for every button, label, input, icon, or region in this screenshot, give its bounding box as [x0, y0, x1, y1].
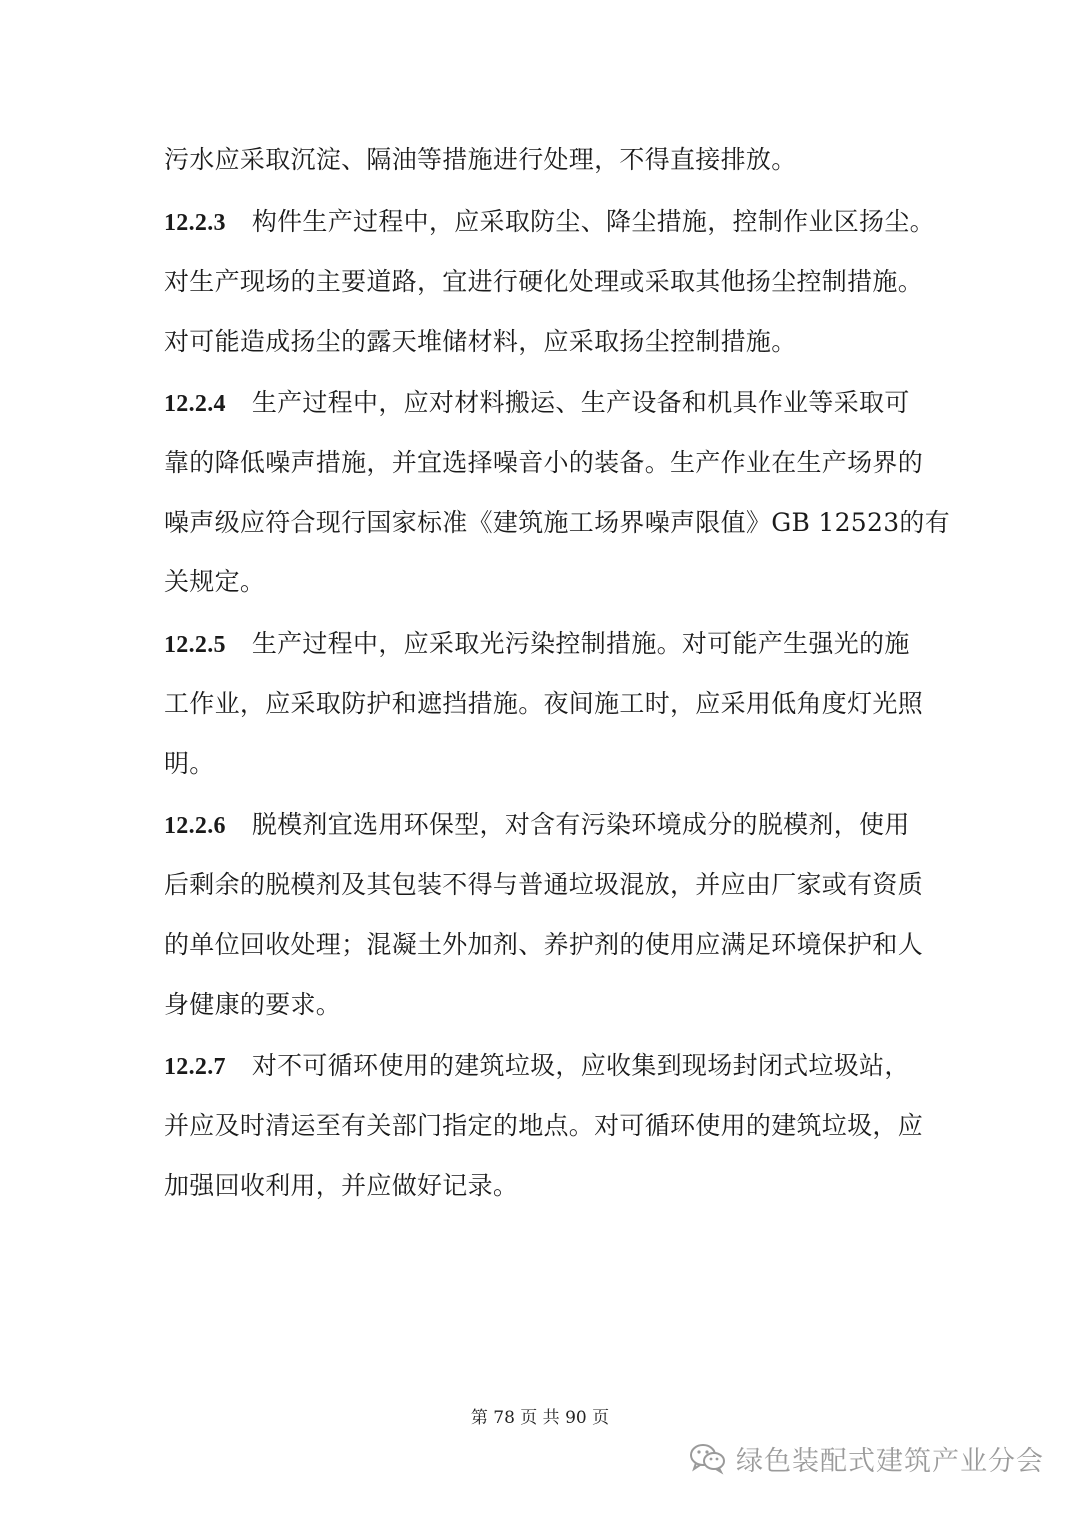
clause-12-2-4	[164, 387, 910, 420]
paragraph-line: 靠的降低噪声措施，并宜选择噪音小的装备。生产作业在生产场界的	[164, 448, 924, 477]
paragraph-line: 对可能造成扬尘的露天堆储材料，应采取扬尘控制措施。	[164, 327, 797, 356]
wechat-icon	[688, 1441, 728, 1475]
clause-text: 生产过程中，应采取光污染控制措施。对可能产生强光的施	[251, 629, 910, 658]
clause-12-2-3	[164, 206, 935, 239]
clause-number: 12.2.7	[164, 1054, 226, 1080]
clause-12-2-7	[164, 1050, 910, 1083]
clause-text: 脱模剂宜选用环保型，对含有污染环境成分的脱模剂，使用	[251, 810, 910, 839]
paragraph-line: 身健康的要求。	[164, 990, 342, 1019]
clause-12-2-6	[164, 809, 910, 842]
paragraph-line: 后剩余的脱模剂及其包装不得与普通垃圾混放，并应由厂家或有资质	[164, 870, 924, 899]
paragraph-line: 污水应采取沉淀、隔油等措施进行处理，不得直接排放。	[164, 145, 797, 174]
watermark	[688, 1436, 1044, 1480]
clause-number: 12.2.3	[164, 210, 226, 236]
paragraph-line: 关规定。	[164, 567, 266, 596]
page-footer: 第 78 页 共 90 页	[470, 1408, 610, 1428]
paragraph-line: 的单位回收处理；混凝土外加剂、养护剂的使用应满足环境保护和人	[164, 930, 924, 959]
paragraph-line: 对生产现场的主要道路，宜进行硬化处理或采取其他扬尘控制措施。	[164, 267, 924, 296]
paragraph-line: 并应及时清运至有关部门指定的地点。对可循环使用的建筑垃圾，应	[164, 1111, 924, 1140]
paragraph-line: 加强回收利用，并应做好记录。	[164, 1171, 519, 1200]
clause-number: 12.2.5	[164, 632, 226, 658]
clause-text: 对不可循环使用的建筑垃圾，应收集到现场封闭式垃圾站，	[251, 1051, 910, 1080]
paragraph-line: 工作业，应采取防护和遮挡措施。夜间施工时，应采用低角度灯光照	[164, 689, 924, 718]
clause-text: 构件生产过程中，应采取防尘、降尘措施，控制作业区扬尘。	[251, 207, 935, 236]
paragraph-line: 噪声级应符合现行国家标准《建筑施工场界噪声限值》GB 12523的有	[164, 508, 951, 537]
clause-number: 12.2.6	[164, 813, 226, 839]
clause-12-2-5	[164, 628, 910, 661]
clause-text: 生产过程中，应对材料搬运、生产设备和机具作业等采取可	[251, 388, 910, 417]
paragraph-line: 明。	[164, 749, 215, 778]
watermark-text: 绿色装配式建筑产业分会	[736, 1445, 1044, 1477]
clause-number: 12.2.4	[164, 391, 226, 417]
